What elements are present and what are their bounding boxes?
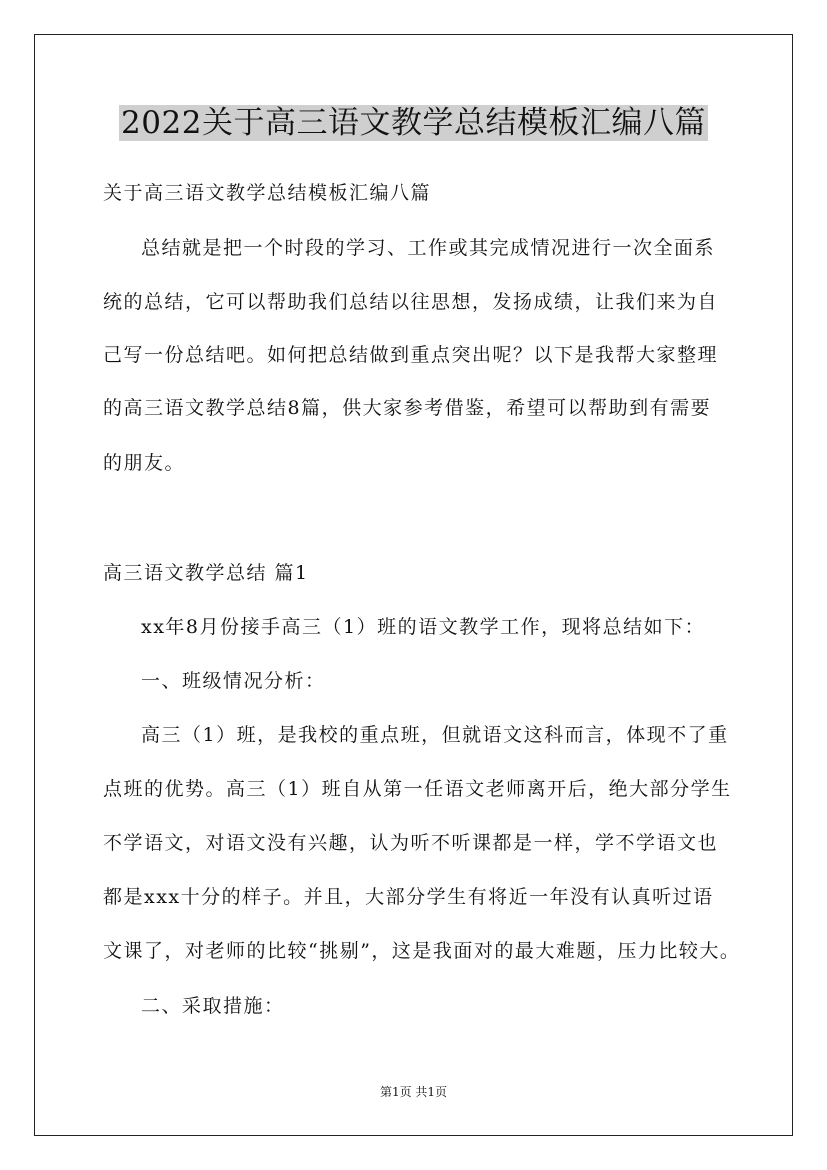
body-line-5: 文课了，对老师的比较“挑剔”，这是我面对的最大难题，压力比较大。 [103, 940, 741, 962]
body-line-4: 都是xxx十分的样子。并且，大部分学生有将近一年没有认真听过语 [103, 886, 714, 908]
document-title-text: 2022关于高三语文教学总结模板汇编八篇 [121, 105, 706, 141]
intro-line-5: 的朋友。 [103, 452, 186, 474]
intro-line-1: 总结就是把一个时段的学习、工作或其完成情况进行一次全面系 [141, 237, 716, 259]
document-title [0, 103, 827, 143]
intro-line-4: 的高三语文教学总结8篇，供大家参考借鉴，希望可以帮助到有需要 [103, 397, 712, 419]
body-line-2: 点班的优势。高三（1）班自从第一任语文老师离开后，绝大部分学生 [103, 778, 732, 800]
paragraph-1: xx年8月份接手高三（1）班的语文教学工作，现将总结如下： [141, 616, 706, 638]
heading-class-analysis: 一、班级情况分析： [141, 670, 326, 692]
intro-line-2: 统的总结，它可以帮助我们总结以往思想，发扬成绩，让我们来为自 [103, 291, 719, 313]
intro-line-3: 己写一份总结吧。如何把总结做到重点突出呢？以下是我帮大家整理 [103, 344, 719, 366]
page-footer: 第1页 共1页 [379, 1085, 448, 1099]
section-heading: 高三语文教学总结 篇1 [103, 562, 309, 584]
heading-measures: 二、采取措施： [141, 995, 285, 1017]
body-line-3: 不学语文，对语文没有兴趣，认为听不听课都是一样，学不学语文也 [103, 832, 719, 854]
document-subtitle: 关于高三语文教学总结模板汇编八篇 [103, 182, 432, 204]
body-line-1: 高三（1）班，是我校的重点班，但就语文这科而言，体现不了重 [141, 724, 729, 746]
